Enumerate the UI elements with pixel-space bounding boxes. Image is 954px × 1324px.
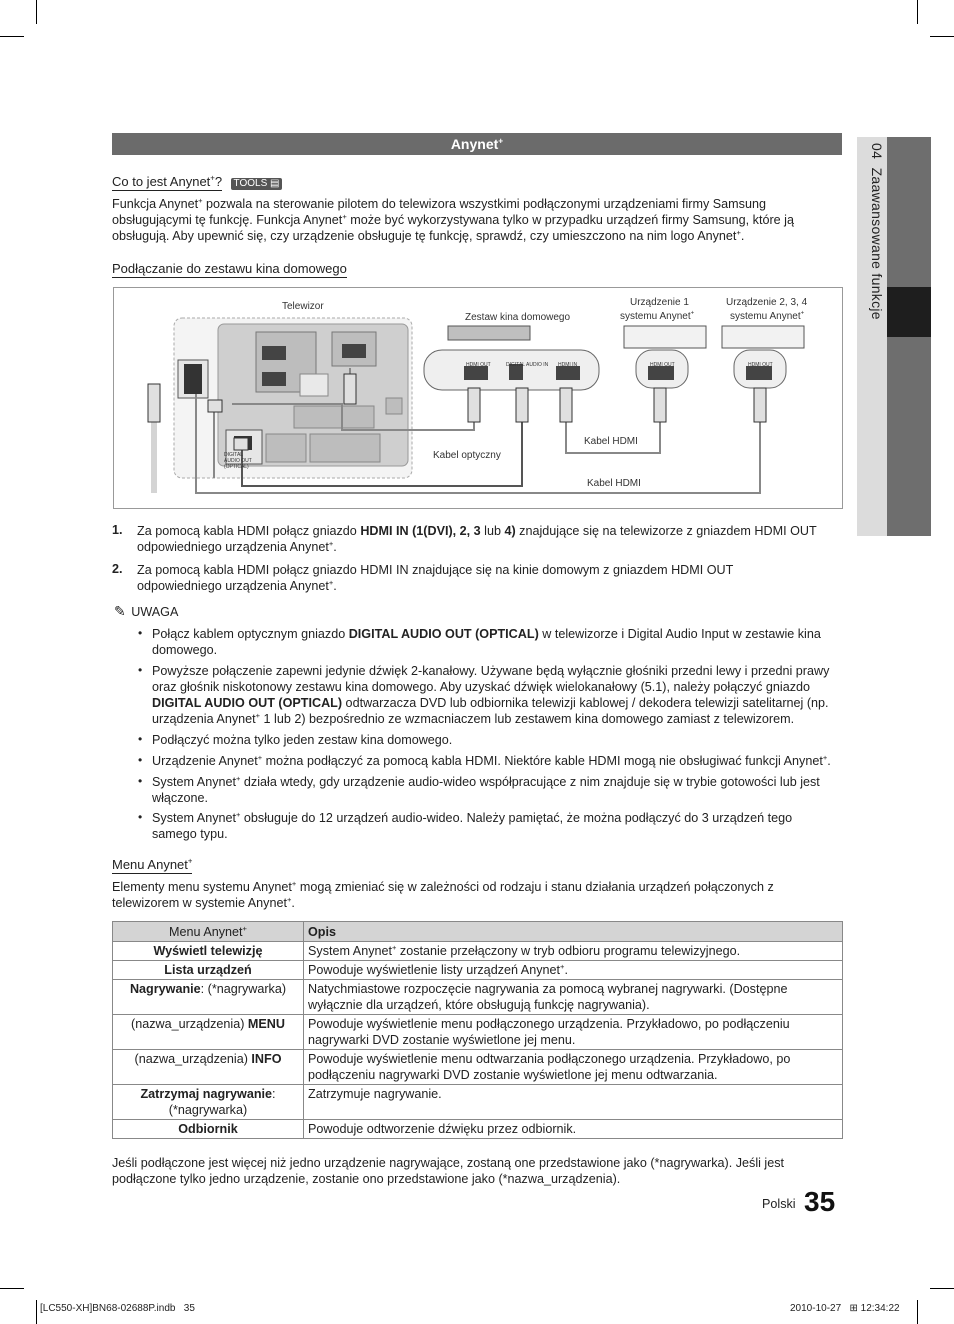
menu-footer-note: Jeśli podłączone jest więcej niż jedno urządzenie nagrywające, zostaną one przedstawione jako (*nagrywarka). Jeśli jest podłączone tylko jedno urządzenie, zostanie ono przedstawione jako (*nazwa_urządzenia). [112,1156,785,1186]
table-header-row [113,922,843,942]
table-row: Wyświetl telewizję System Anynet+ zostanie przełączony w tryb odbioru programu telewizyjnego. [113,942,843,961]
note-bullet-5: System Anynet+ działa wtedy, gdy urządzenie audio-wideo współpracujące z nim znajduje się w trybie gotowości lub jest włączone. [152,773,820,805]
step-1: Za pomocą kabla HDMI połącz gniazdo HDMI IN (1(DVI), 2, 3 lub 4) znajdujące się na telewizorze z gniazdem HDMI OUT odpowiedniego urządzenia Anynet+. [137,524,817,554]
label-hdmi-cable-1: Kabel HDMI [584,436,638,447]
port-hdmi-out-dev1: HDMI OUT [650,362,675,368]
table-header-menu: Menu Anynet+ [113,922,304,942]
label-hdmi-cable-2: Kabel HDMI [587,478,641,489]
note-bullet-1: Połącz kablem optycznym gniazdo DIGITAL AUDIO OUT (OPTICAL) w telewizorze i Digital Audio Input w zestawie kina domowego. [152,627,821,657]
table-row: Nagrywanie: (*nagrywarka) Natychmiastowe rozpoczęcie nagrywania za pomocą wybranej nagrywarki. (Dostępne wyłącznie dla urządzeń, które obsługują funkcję nagrywania). [113,980,843,1015]
side-tab-label: 04 Zaawansowane funkcje [869,143,885,320]
table-row: Lista urządzeń Powoduje wyświetlenie listy urządzeń Anynet+. [113,961,843,980]
label-device234-line1: Urządzenie 2, 3, 4 [726,297,808,308]
label-device1-line1: Urządzenie 1 [630,297,689,308]
step-number-2: 2. [112,562,123,576]
port-hdmi-out-ht: HDMI OUT [466,362,491,368]
menu-intro: Elementy menu systemu Anynet+ mogą zmieniać się w zależności od rodzaju i stanu działania urządzeń połączonych z telewizorem w systemie Anynet+. [112,878,774,910]
note-heading: ✎ UWAGA [114,603,179,619]
tools-badge: TOOLS ▤ [231,178,283,190]
step-2: Za pomocą kabla HDMI połącz gniazdo HDMI IN znajdujące się na kinie domowym z gniazdem HDMI OUT odpowiedniego urządzenia Anynet+. [137,563,734,593]
connection-diagram [113,287,843,509]
chapter-side-tab [857,137,931,536]
label-tv: Telewizor [282,301,324,312]
anynet-menu-table [112,921,843,1139]
note-bullet-4: Urządzenie Anynet+ można podłączyć za pomocą kabla HDMI. Niektóre kable HDMI mogą nie obsługiwać funkcji Anynet+. [152,752,831,768]
note-bullet-6: System Anynet+ obsługuje do 12 urządzeń audio-wideo. Należy pamiętać, że można podłączyć do 3 urządzeń tego samego typu. [152,809,793,841]
port-hdmi-in-ht: HDMI IN [558,362,578,368]
page-number: 35 [804,1186,836,1217]
label-device234-line2: systemu Anynet+ [730,310,805,322]
what-is-paragraph: Funkcja Anynet+ pozwala na sterowanie pilotem do telewizora wszystkimi podłączonymi urządzeniami firmy Samsung obsługującymi tę funkcję. Funkcja Anynet+ może być wykorzystywana tylko w przypadku urządzeń firmy Samsung, które ją obsługują. Aby upewnić się, czy urządzenie obsługuje tę funkcję, sprawdź, czy umieszczono na nim logo Anynet+. [112,195,794,243]
table-header-desc: Opis [304,922,843,942]
connect-heading: Podłączanie do zestawu kina domowego [112,261,347,276]
what-is-heading: Co to jest Anynet+? TOOLS ▤ [112,173,282,191]
section-title-bar: Anynet+ [112,133,842,155]
port-digital-audio-in: DIGITAL AUDIO IN [506,362,549,368]
print-footer-date: 2010-10-27 ⊞ 12:34:22 [790,1303,900,1314]
label-device1-line2: systemu Anynet+ [620,310,695,322]
tools-icon: ▤ [270,178,280,189]
side-tab-marker [887,287,931,337]
label-home-theater: Zestaw kina domowego [465,312,571,323]
table-row: Zatrzymaj nagrywanie: (*nagrywarka) Zatrzymuje nagrywanie. [113,1085,843,1120]
table-row: Odbiornik Powoduje odtworzenie dźwięku przez odbiornik. [113,1120,843,1139]
print-footer-file: [LC550-XH]BN68-02688P.indb 35 [40,1303,195,1314]
menu-heading: Menu Anynet+ [112,856,193,872]
label-optical-cable: Kabel optyczny [433,450,501,461]
table-row: (nazwa_urządzenia) INFO Powoduje wyświetlenie menu odtwarzania podłączonego urządzenia. Przykładowo, po podłączeniu nagrywarki DVD zostanie wyświetlone jej menu odtwarzania. [113,1050,843,1085]
pencil-icon: ✎ [114,603,126,619]
step-number-1: 1. [112,523,123,537]
port-hdmi-out-dev234: HDMI OUT [748,362,773,368]
table-row: (nazwa_urządzenia) MENU Powoduje wyświetlenie menu podłączonego urządzenia. Przykładowo, po podłączeniu nagrywarki DVD zostanie wyświetlone jej menu. [113,1015,843,1050]
note-bullet-3: Podłączyć można tylko jeden zestaw kina domowego. [152,733,453,747]
port-digital-audio-out: DIGITAL AUDIO OUT (OPTICAL) [224,452,252,470]
page-language: Polski [762,1197,796,1211]
note-bullet-2: Powyższe połączenie zapewni jedynie dźwięk 2-kanałowy. Używane będą wyłącznie głośniki przedni lewy i przedni prawy oraz głośnik niskotonowy zestawu kina domowego. Aby uzyskać dźwięk wielokanałowy (5.1), należy połączyć gniazdo DIGITAL AUDIO OUT (OPTICAL) odtwarzacza DVD lub odbiornika telewizji kablowej / dekodera telewizji satelitarnej (np. urządzenia Anynet+ 1 lub 2) bezpośrednio ze wzmacniaczem lub zestawem kina domowego zamiast z telewizorem. [152,664,830,726]
